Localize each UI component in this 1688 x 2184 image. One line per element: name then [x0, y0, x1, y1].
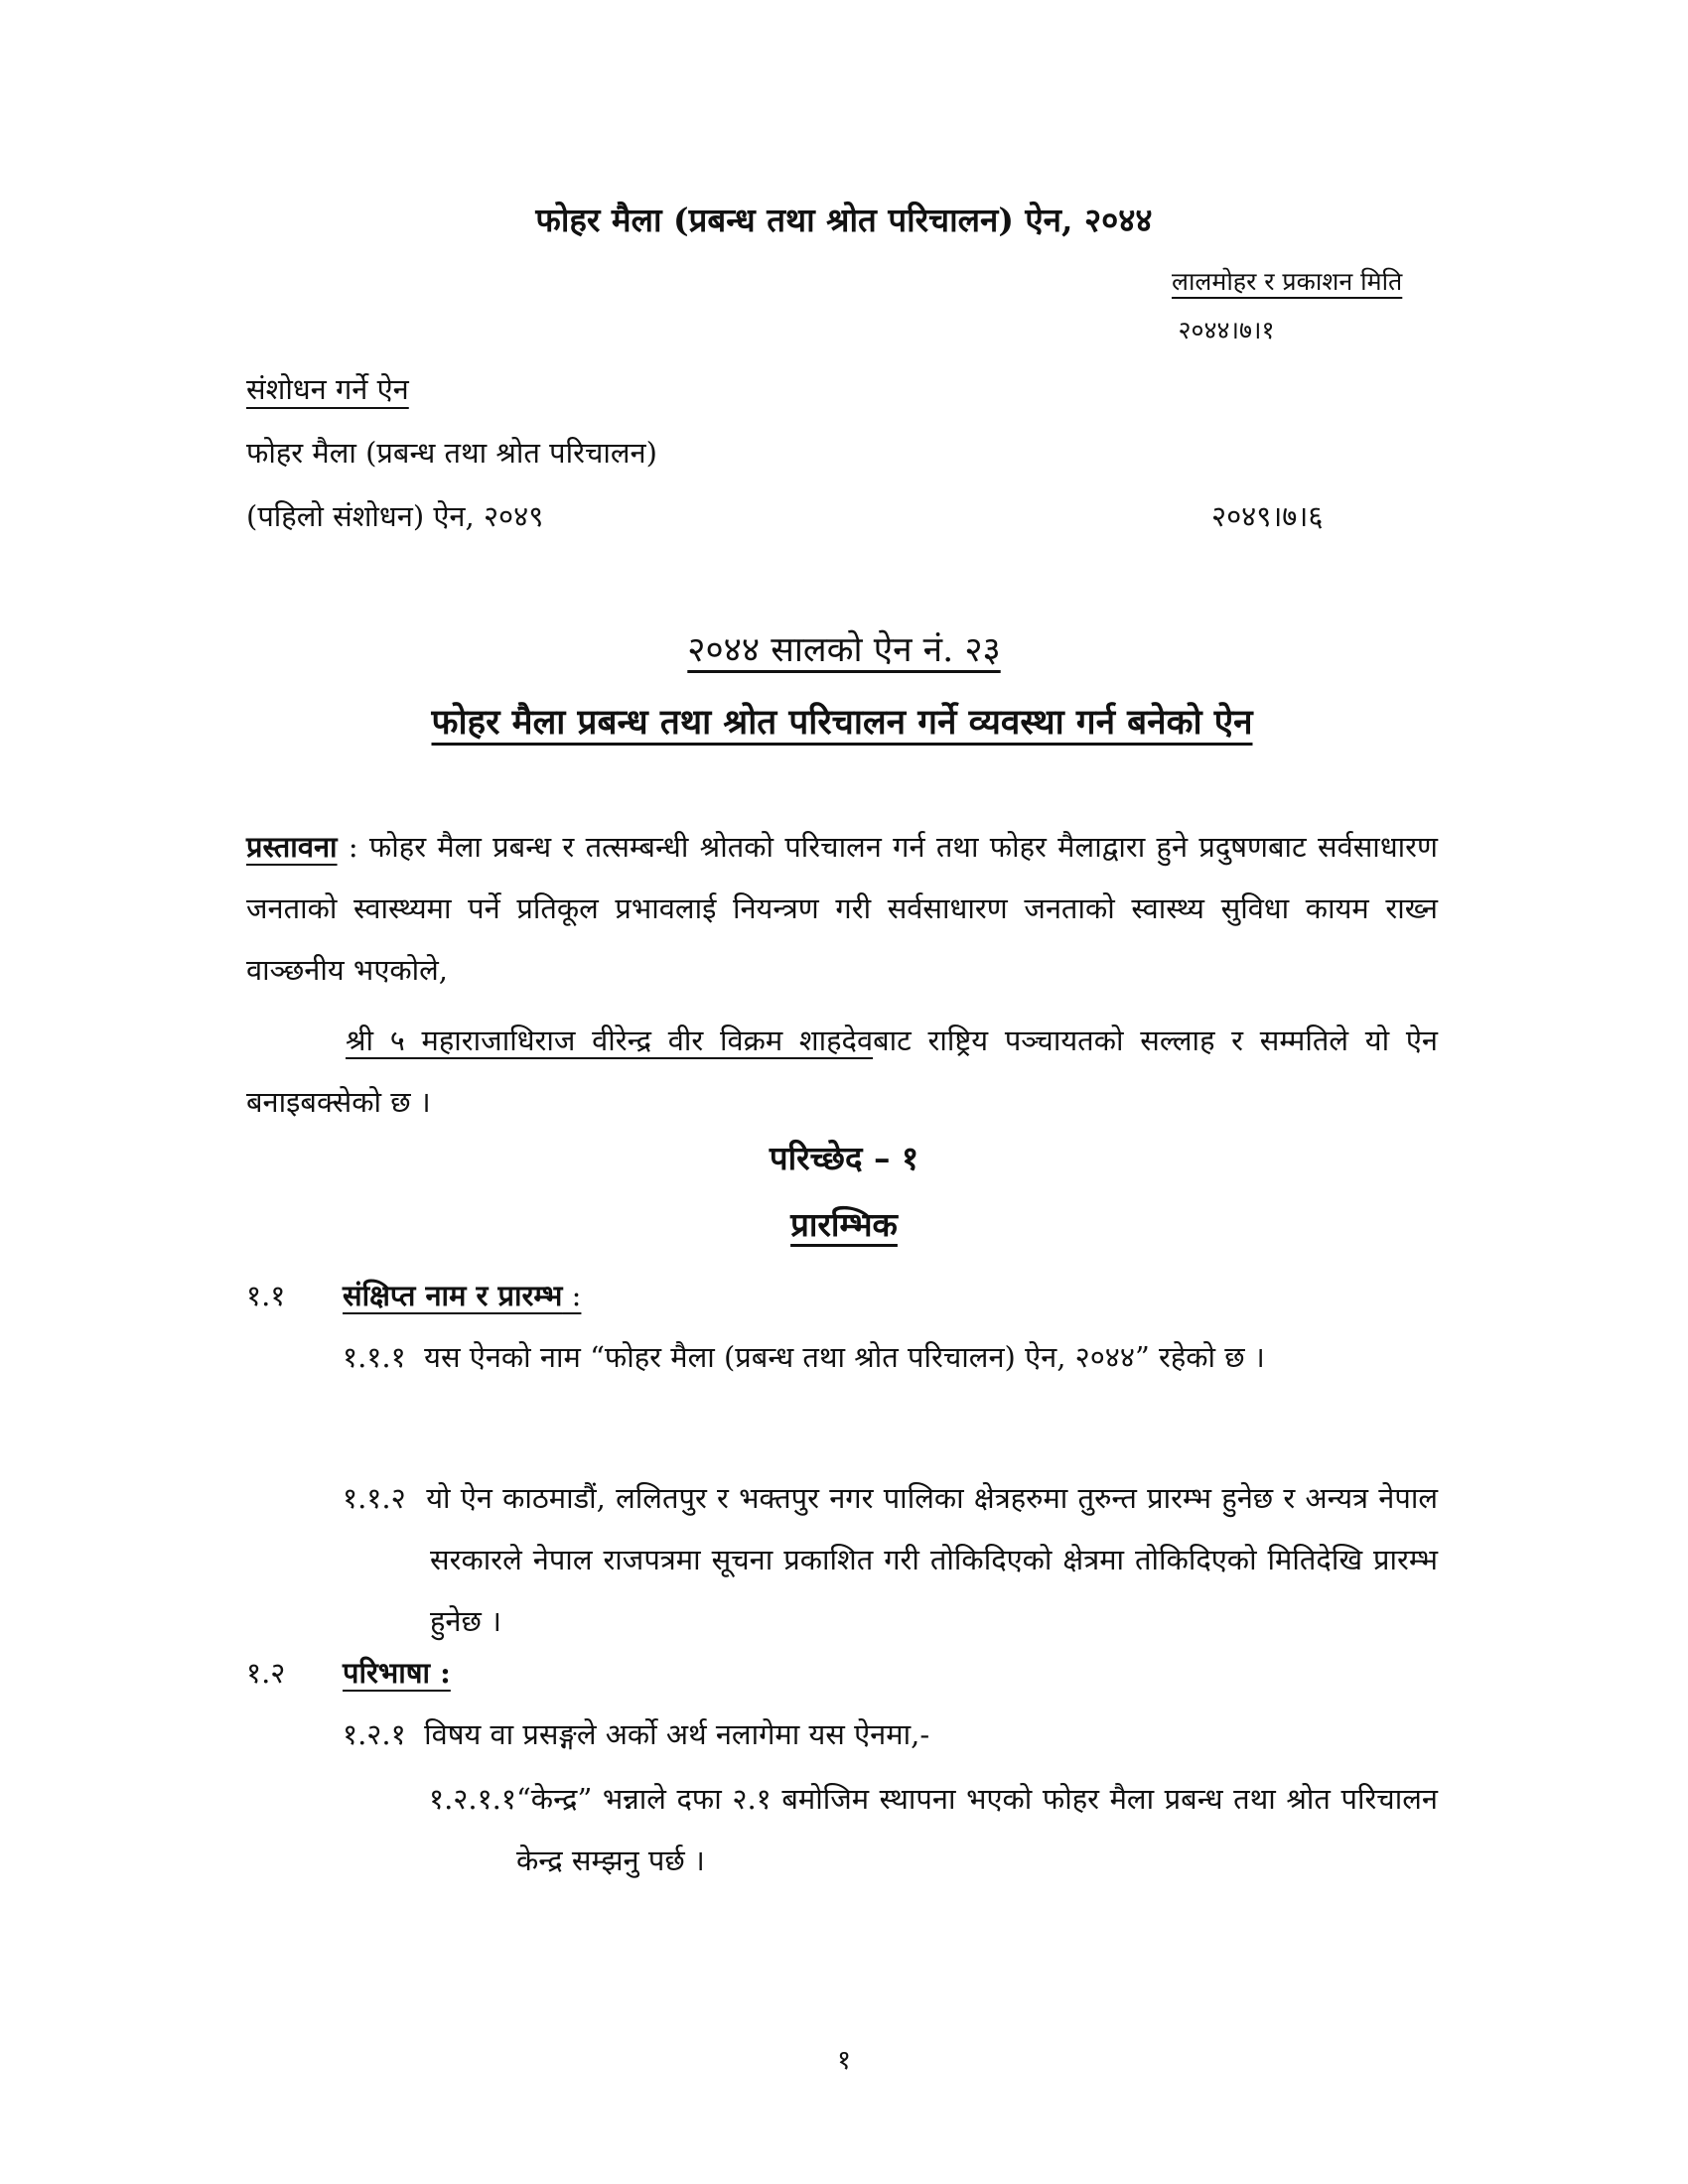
chapter-title-text: प्रारम्भिक	[790, 1205, 898, 1244]
section-heading-text: परिभाषा :	[343, 1656, 451, 1690]
chapter-label: परिच्छेद – १	[769, 1139, 919, 1177]
clause	[343, 1326, 1438, 1388]
clause-text: यो ऐन काठमाडौं, ललितपुर र भक्तपुर नगर पालिका क्षेत्रहरुमा तुरुन्त प्रारम्भ हुनेछ र अन्यत्र नेपाल सरकारले नेपाल राजपत्रमा सूचना प्रकाशित गरी तोकिदिएको क्षेत्रमा तोकिदिएको मितिदेखि प्रारम्भ हुनेछ ।	[426, 1481, 1439, 1638]
clause-number: १.२.१	[343, 1717, 406, 1751]
sub-clause-number: १.२.१.१	[429, 1782, 516, 1816]
document-title: फोहर मैला (प्रबन्ध तथा श्रोत परिचालन) ऐन, २०४४	[535, 201, 1153, 239]
amendment-heading: संशोधन गर्ने ऐन	[246, 372, 409, 406]
enactment-authority: श्री ५ महाराजाधिराज वीरेन्द्र वीर विक्रम शाहदेव	[346, 1024, 874, 1057]
preamble	[246, 816, 1438, 1001]
amendment-act-name-line1: फोहर मैला (प्रबन्ध तथा श्रोत परिचालन)	[246, 436, 657, 470]
clause-text: विषय वा प्रसङ्गले अर्को अर्थ नलागेमा यस ऐनमा,-	[424, 1717, 930, 1751]
amendment-date: २०४९।७।६	[1211, 499, 1324, 533]
enactment-clause	[246, 1010, 1438, 1133]
section-number: १.२	[246, 1656, 286, 1690]
sub-clause-text: “केन्द्र” भन्नाले दफा २.१ बमोजिम स्थापना भएको फोहर मैला प्रबन्ध तथा श्रोत परिचालन केन्द्र सम्झनु पर्छ ।	[515, 1782, 1438, 1877]
section-heading	[343, 1276, 581, 1314]
clause-number: १.१.१	[343, 1340, 406, 1374]
clause-number: १.१.२	[343, 1481, 406, 1515]
clause-text: यस ऐनको नाम “फोहर मैला (प्रबन्ध तथा श्रोत परिचालन) ऐन, २०४४” रहेको छ ।	[424, 1340, 1265, 1374]
act-title	[246, 690, 1438, 755]
section-heading	[343, 1653, 451, 1692]
act-title-text: फोहर मैला प्रबन्ध तथा श्रोत परिचालन गर्ने व्यवस्था गर्न बनेको ऐन	[431, 702, 1253, 743]
seal-date-label: लालमोहर र प्रकाशन मिति	[1172, 267, 1403, 296]
amendment-act-name-line2: (पहिलो संशोधन) ऐन, २०४९	[246, 499, 544, 533]
page-number: १	[836, 2045, 852, 2076]
enactment-text: बाट राष्ट्रिय पञ्चायतको सल्लाह र सम्मतिले यो ऐन बनाइबक्सेको छ ।	[246, 1024, 1438, 1119]
seal-date-value: २०४४।७।१	[1178, 316, 1275, 344]
clause	[343, 1704, 1438, 1765]
act-number: २०४४ सालको ऐन नं. २३	[687, 630, 1001, 670]
chapter-title	[0, 1201, 1688, 1246]
clause	[343, 1467, 1438, 1652]
preamble-label: प्रस्तावना	[246, 830, 338, 864]
section-number: १.१	[246, 1279, 286, 1312]
section-heading-suffix: :	[562, 1279, 582, 1312]
sub-clause	[429, 1768, 1438, 1891]
section-heading-text: संक्षिप्त नाम र प्रारम्भ	[343, 1279, 563, 1312]
preamble-text: : फोहर मैला प्रबन्ध र तत्सम्बन्धी श्रोतको परिचालन गर्न तथा फोहर मैलाद्वारा हुने प्रदुषणबाट सर्वसाधारण जनताको स्वास्थ्यमा पर्ने प्रतिकूल प्रभावलाई नियन्त्रण गरी सर्वसाधारण जनताको स्वास्थ्य सुविधा कायम राख्न वाञ्छनीय भएकोले,	[246, 830, 1438, 987]
